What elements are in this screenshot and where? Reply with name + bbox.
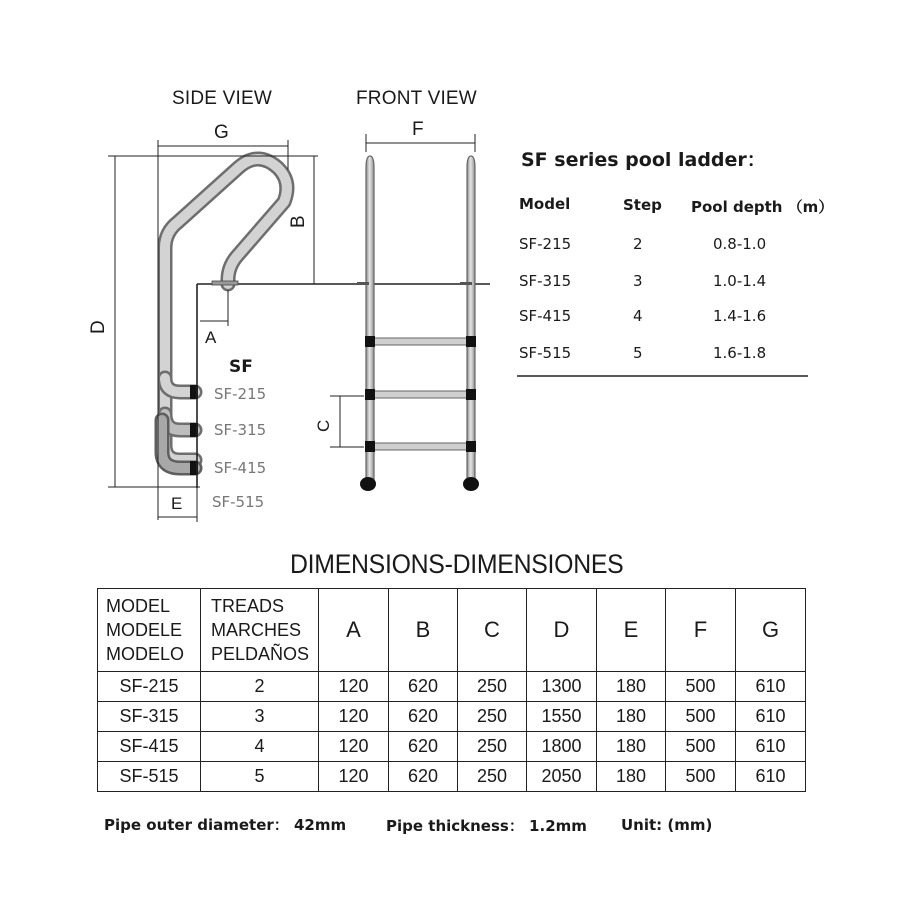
side-model-label: SF-515 — [212, 493, 265, 511]
front-tread-1 — [372, 338, 469, 345]
cell-b: 620 — [389, 702, 458, 732]
dimensions-header-row — [98, 589, 806, 672]
cell-model: SF-315 — [98, 702, 201, 732]
dim-e-label: E — [171, 494, 183, 513]
pipe-thickness-note: Pipe thickness： 1.2mm — [386, 817, 587, 835]
cell-e: 180 — [597, 762, 666, 792]
front-view-label: FRONT VIEW — [356, 88, 477, 109]
treads-header-line: TREADS — [211, 596, 285, 616]
dimensions-table — [97, 588, 806, 792]
table-row — [98, 672, 806, 702]
column-header-g: G — [736, 589, 806, 672]
cell-f: 500 — [666, 762, 736, 792]
table-row — [98, 762, 806, 792]
series-cell-model: SF-515 — [519, 344, 572, 362]
series-cell-step: 4 — [633, 307, 643, 325]
series-header-depth: Pool depth （m） — [691, 198, 834, 216]
table-row — [98, 732, 806, 762]
pipe-diameter-note: Pipe outer diameter： 42mm — [104, 816, 347, 834]
front-tread-3 — [372, 443, 469, 450]
treads-header-line: MARCHES — [211, 620, 302, 640]
series-cell-depth: 1.0-1.4 — [713, 272, 767, 290]
front-rail-right — [467, 156, 475, 484]
front-bracket — [365, 441, 375, 452]
dim-b-label: B — [288, 215, 309, 228]
column-header-d: D — [527, 589, 597, 672]
cell-b: 620 — [389, 762, 458, 792]
dimensions-title: DIMENSIONS-DIMENSIONES — [290, 549, 624, 579]
front-bracket — [466, 336, 476, 347]
cell-g: 610 — [736, 702, 806, 732]
treads-header — [201, 589, 319, 672]
cell-g: 610 — [736, 672, 806, 702]
cell-d: 2050 — [527, 762, 597, 792]
side-handrail-outline — [165, 159, 287, 460]
model-header-line: MODELE — [106, 620, 183, 640]
treads-header-line: PELDAÑOS — [211, 644, 310, 664]
column-header-a: A — [319, 589, 389, 672]
cell-treads: 2 — [201, 672, 319, 702]
cell-d: 1300 — [527, 672, 597, 702]
cell-treads: 3 — [201, 702, 319, 732]
cell-model: SF-415 — [98, 732, 201, 762]
front-view-drawing — [330, 134, 479, 491]
model-header-line: MODELO — [106, 644, 185, 664]
side-view-drawing — [108, 140, 490, 522]
front-bracket — [365, 389, 375, 400]
cell-d: 1550 — [527, 702, 597, 732]
cell-c: 250 — [458, 702, 527, 732]
series-cell-model: SF-215 — [519, 235, 572, 253]
cell-model: SF-515 — [98, 762, 201, 792]
series-cell-step: 5 — [633, 344, 643, 362]
front-foot-right — [463, 477, 479, 491]
model-header-line: MODEL — [106, 596, 171, 616]
cell-e: 180 — [597, 732, 666, 762]
column-header-c: C — [458, 589, 527, 672]
dim-c-label: C — [314, 419, 333, 432]
front-flange-right — [460, 282, 472, 285]
cell-f: 500 — [666, 672, 736, 702]
column-header-e: E — [597, 589, 666, 672]
series-cell-model: SF-315 — [519, 272, 572, 290]
series-cell-step: 3 — [633, 272, 643, 290]
front-flange-left — [357, 282, 369, 285]
cell-a: 120 — [319, 762, 389, 792]
cell-a: 120 — [319, 672, 389, 702]
side-view-label: SIDE VIEW — [172, 88, 272, 109]
front-foot-left — [360, 477, 376, 491]
dim-f-label: F — [412, 119, 424, 140]
unit-note: Unit: (mm) — [621, 816, 713, 834]
cell-g: 610 — [736, 732, 806, 762]
series-cell-depth: 1.6-1.8 — [713, 344, 767, 362]
side-handrail-body — [165, 159, 287, 460]
cell-c: 250 — [458, 672, 527, 702]
cell-f: 500 — [666, 702, 736, 732]
side-model-label: SF-415 — [214, 459, 267, 477]
column-header-f: F — [666, 589, 736, 672]
table-row — [98, 702, 806, 732]
cell-f: 500 — [666, 732, 736, 762]
series-label: SF — [229, 357, 253, 377]
cell-a: 120 — [319, 702, 389, 732]
series-header-step: Step — [623, 196, 662, 214]
series-header-model: Model — [519, 195, 571, 213]
front-bracket — [365, 336, 375, 347]
front-rail-left — [366, 156, 374, 484]
cell-c: 250 — [458, 762, 527, 792]
column-header-b: B — [389, 589, 458, 672]
series-cell-depth: 1.4-1.6 — [713, 307, 767, 325]
front-bracket — [466, 389, 476, 400]
series-table-title: SF series pool ladder： — [521, 149, 766, 171]
side-model-label: SF-315 — [214, 421, 267, 439]
front-tread-2 — [372, 391, 469, 398]
side-anchor-flange — [212, 281, 238, 285]
series-cell-model: SF-415 — [519, 307, 572, 325]
series-cell-step: 2 — [633, 235, 643, 253]
cell-e: 180 — [597, 702, 666, 732]
dim-d-label: D — [88, 320, 109, 334]
cell-c: 250 — [458, 732, 527, 762]
front-bracket — [466, 441, 476, 452]
cell-model: SF-215 — [98, 672, 201, 702]
cell-e: 180 — [597, 672, 666, 702]
dim-a-label: A — [205, 328, 217, 347]
cell-treads: 5 — [201, 762, 319, 792]
cell-a: 120 — [319, 732, 389, 762]
cell-b: 620 — [389, 732, 458, 762]
cell-treads: 4 — [201, 732, 319, 762]
dim-g-label: G — [214, 122, 229, 143]
cell-g: 610 — [736, 762, 806, 792]
cell-d: 1800 — [527, 732, 597, 762]
cell-b: 620 — [389, 672, 458, 702]
side-model-label: SF-215 — [214, 385, 267, 403]
model-header — [98, 589, 201, 672]
series-cell-depth: 0.8-1.0 — [713, 235, 767, 253]
